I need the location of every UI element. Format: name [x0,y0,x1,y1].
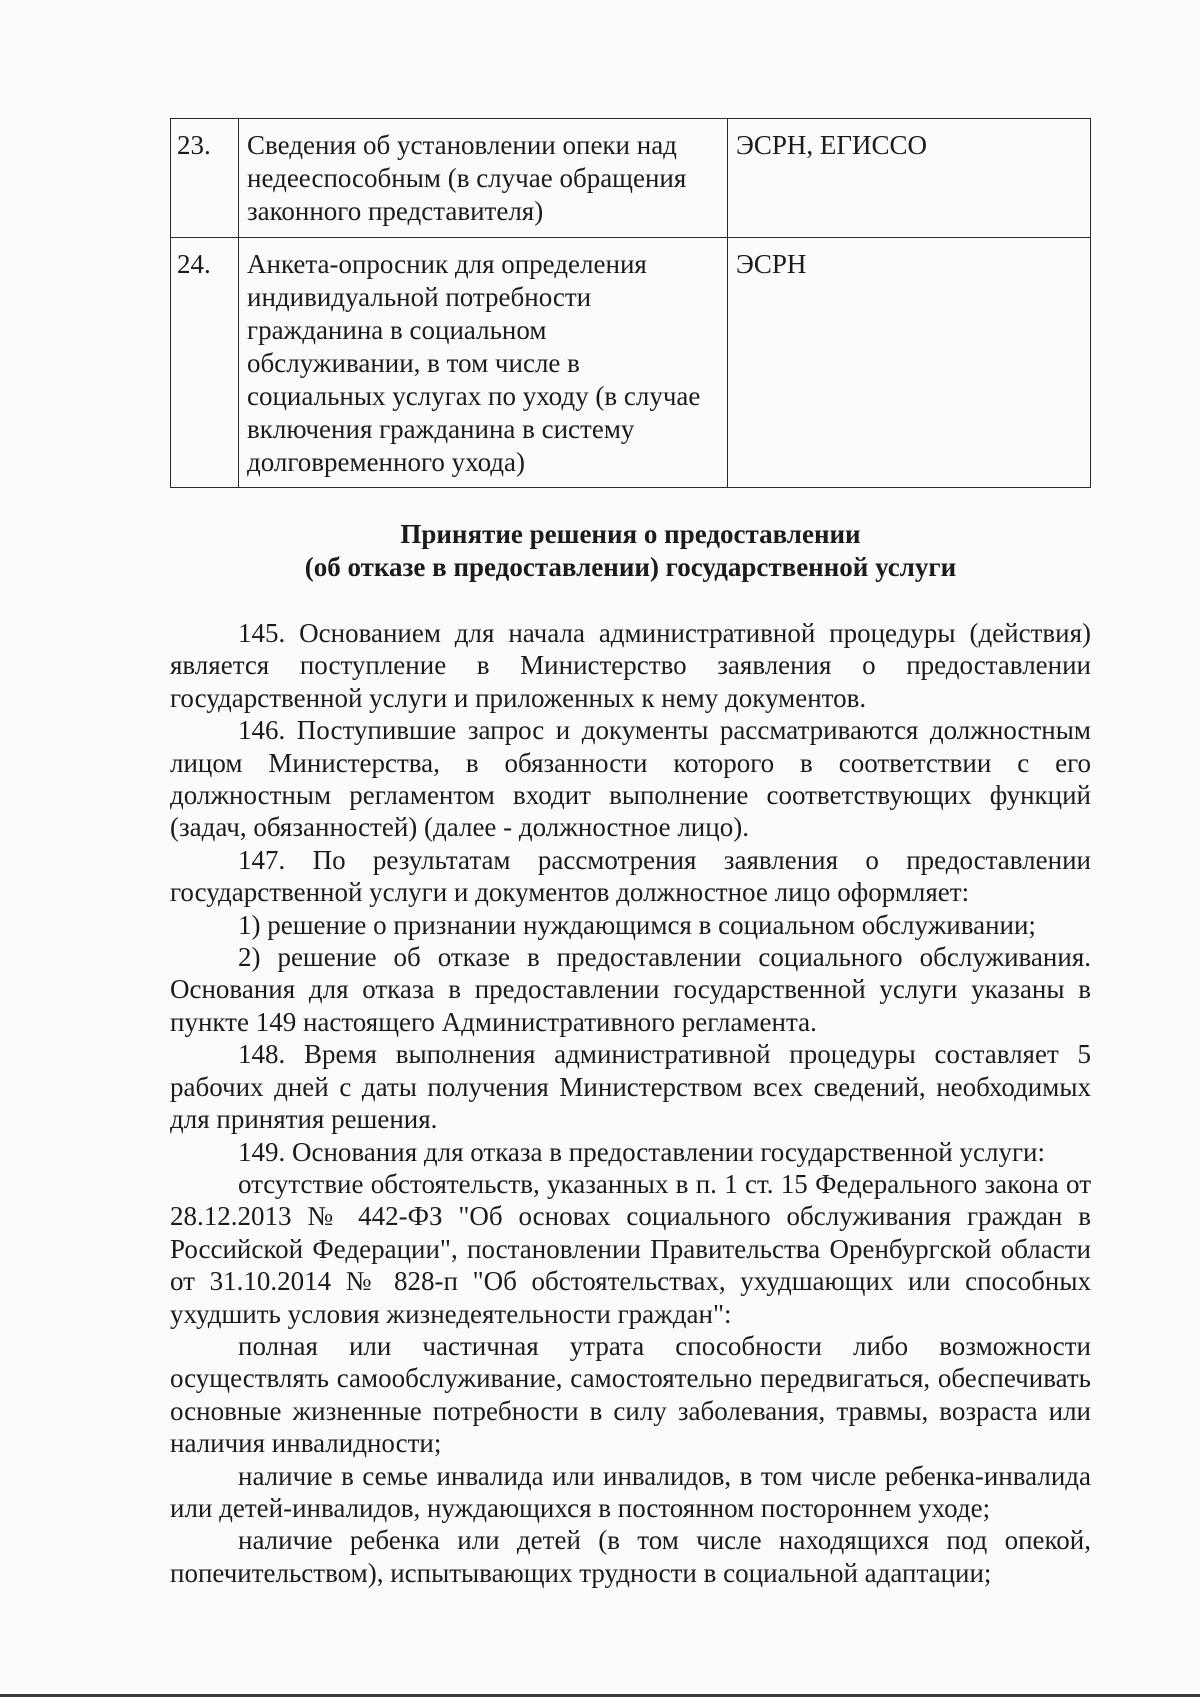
paragraph-149-reason: отсутствие обстоятельств, указанных в п. 1 ст. 15 Федерального закона от 28.12.2013 № 442-ФЗ "Об основах социального обслуживания граждан в Российской Федерации", постановлении Правительства Оренбургской области от 31.10.2014 № 828-п "Об обстоятельствах, ухудшающих или способных ухудшить условия жизнедеятельности граждан": [170,1168,1091,1329]
paragraph-147: 147. По результатам рассмотрения заявления о предоставлении государственной услуги и документов должностное лицо оформляет: [170,844,1091,908]
documents-table [170,118,1091,488]
table-row [171,119,1091,238]
row-number: 24. [171,238,239,488]
bottom-rule [0,1694,1200,1697]
paragraph-145: 145. Основанием для начала административной процедуры (действия) является поступление в Министерство заявления о предоставлении государственной услуги и приложенных к нему документов. [170,618,1091,713]
table-row [171,238,1091,488]
body-text [170,617,1091,1589]
row-number: 23. [171,119,239,238]
paragraph-147-item-2: 2) решение об отказе в предоставлении социального обслуживания. Основания для отказа в предоставлении государственной услуги указаны в пункте 149 настоящего Административного регламента. [170,942,1091,1037]
paragraph-149: 149. Основания для отказа в предоставлении государственной услуги: [238,1136,1045,1167]
section-heading-line-1: Принятие решения о предоставлении [400,519,861,549]
document-name: Анкета-опросник для определения индивидуальной потребности гражданина в социальном обслуживании, в том числе в социальных услугах по уходу (в случае включения гражданина в систему долговременного ухода) [239,238,728,488]
paragraph-147-item-1: 1) решение о признании нуждающимся в социальном обслуживании; [238,909,1036,940]
section-heading [170,518,1091,584]
document-name: Сведения об установлении опеки над недееспособным (в случае обращения законного представителя) [239,119,728,238]
paragraph-149-circumstance-1: полная или частичная утрата способности либо возможности осуществлять самообслуживание, самостоятельно передвигаться, обеспечивать основные жизненные потребности в силу заболевания, травмы, возраста или наличия инвалидности; [170,1330,1091,1459]
paragraph-149-circumstance-2: наличие в семье инвалида или инвалидов, в том числе ребенка-инвалида или детей-инвалидов, нуждающихся в постоянном постороннем уходе; [170,1460,1091,1523]
section-heading-line-2: (об отказе в предоставлении) государственной услуги [304,552,957,582]
document-source: ЭСРН [728,238,1091,488]
document-source: ЭСРН, ЕГИССО [728,119,1091,238]
paragraph-146: 146. Поступившие запрос и документы рассматриваются должностным лицом Министерства, в обязанности которого в соответствии с его должностным регламентом входит выполнение соответствующих функций (задач, обязанностей) (далее - должностное лицо). [170,715,1091,843]
paragraph-149-circumstance-3: наличие ребенка или детей (в том числе находящихся под опекой, попечительством), испытывающих трудности в социальной адаптации; [170,1525,1091,1588]
paragraph-148: 148. Время выполнения административной процедуры составляет 5 рабочих дней с даты получения Министерством всех сведений, необходимых для принятия решения. [170,1039,1091,1135]
